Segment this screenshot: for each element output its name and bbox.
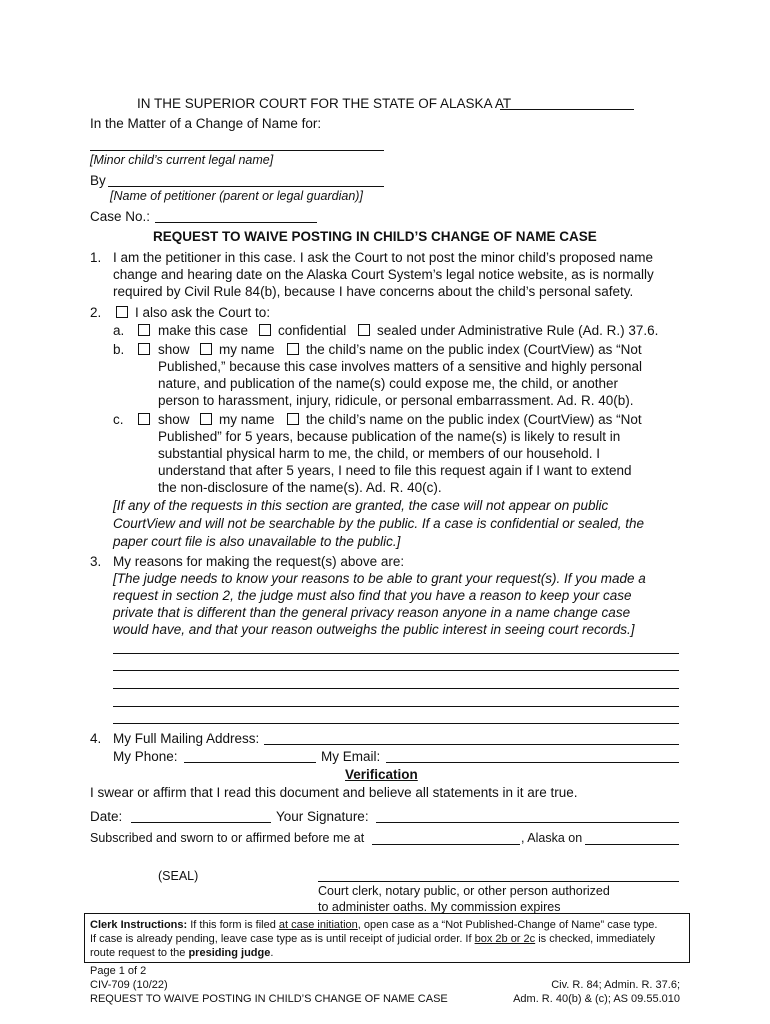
option-c-checkbox[interactable] [138, 413, 150, 425]
option-c-child-name-label: the child’s name on the public index (CourtView) as “Not [306, 412, 642, 427]
sealed-checkbox[interactable] [358, 324, 370, 336]
address-field[interactable] [264, 744, 679, 745]
clerk-text: route request to the [90, 947, 189, 959]
option-b-my-name-label: my name [219, 342, 275, 357]
court-heading: IN THE SUPERIOR COURT FOR THE STATE OF ALASKA AT [137, 96, 512, 111]
option-b-text: nature, and publication of the name(s) could expose me, the child, or another [158, 376, 619, 391]
court-location-field[interactable] [500, 109, 634, 110]
section-1-line: I am the petitioner in this case. I ask the Court to not post the minor child’s proposed name [113, 250, 654, 265]
option-b-letter: b. [113, 342, 125, 357]
clerk-text-underlined: at case initiation [278, 919, 358, 931]
section-3-label: My reasons for making the request(s) above are: [113, 554, 405, 569]
clerk-text: , open case as a “Not Published-Change of Name” case type. [357, 919, 658, 931]
section-2-number: 2. [90, 305, 102, 320]
clerk-instructions-line-3 [90, 947, 273, 959]
section-2-intro: I also ask the Court to: [135, 305, 271, 320]
phone-field[interactable] [184, 762, 316, 763]
section-1-line: required by Civil Rule 84(b), because I have concerns about the child’s personal safety. [113, 284, 634, 299]
date-label: Date: [90, 809, 123, 824]
option-c-show-label: show [158, 412, 190, 427]
matter-label: In the Matter of a Change of Name for: [90, 116, 322, 131]
minor-name-hint: [Minor child’s current legal name] [90, 153, 274, 167]
petitioner-name-field[interactable] [108, 186, 384, 187]
verification-statement: I swear or affirm that I read this document and believe all statements in it are true. [90, 785, 578, 800]
official-signature-field[interactable] [318, 881, 679, 882]
petitioner-hint: [Name of petitioner (parent or legal guardian)] [110, 189, 363, 203]
section-3-number: 3. [90, 554, 102, 569]
reasons-line-1[interactable] [113, 653, 679, 654]
option-a-label: make this case [158, 323, 249, 338]
option-b-child-name-checkbox[interactable] [287, 343, 299, 355]
clerk-instructions-line-1 [90, 919, 657, 931]
option-b-checkbox[interactable] [138, 343, 150, 355]
clerk-text: . [270, 947, 274, 959]
section-1-line: change and hearing date on the Alaska Court System’s legal notice website, as is normally [113, 267, 654, 282]
alaska-on-label: , Alaska on [521, 831, 583, 845]
confidential-checkbox[interactable] [259, 324, 271, 336]
official-title-line-1: Court clerk, notary public, or other person authorized [318, 884, 610, 898]
email-label: My Email: [321, 749, 381, 764]
form-number: CIV-709 (10/22) [90, 979, 168, 991]
footer-title: REQUEST TO WAIVE POSTING IN CHILD’S CHANGE OF NAME CASE [90, 993, 448, 1005]
email-field[interactable] [386, 762, 679, 763]
reasons-line-2[interactable] [113, 670, 679, 671]
official-title-line-2: to administer oaths. My commission expires [318, 900, 561, 914]
verification-heading: Verification [345, 767, 418, 782]
clerk-text-bold: presiding judge [188, 947, 271, 959]
page-number: Page 1 of 2 [90, 965, 147, 977]
phone-label: My Phone: [113, 749, 178, 764]
reasons-line-4[interactable] [113, 706, 679, 707]
section-3-note: [The judge needs to know your reasons to be able to grant your request(s). If you made a [113, 571, 646, 586]
clerk-instructions-label: Clerk Instructions: [90, 919, 188, 931]
option-a-checkbox[interactable] [138, 324, 150, 336]
section-2-note: CourtView and will not be searchable by the public. If a case is confidential or sealed, the [113, 516, 645, 531]
section-4-number: 4. [90, 731, 102, 746]
case-no-label: Case No.: [90, 209, 151, 224]
option-b-text: Published,” because this case involves matters of a sensitive and highly personal [158, 359, 643, 374]
reasons-line-3[interactable] [113, 688, 679, 689]
seal-label: (SEAL) [158, 869, 199, 883]
option-c-text: understand that after 5 years, I need to file this request again if I want to extend [158, 463, 632, 478]
section-3-note: request in section 2, the judge must also find that you have a reason to keep your case [113, 588, 632, 603]
section-2-note: paper court file is also unavailable to the public.] [113, 534, 401, 549]
clerk-text: If case is already pending, leave case type as is until receipt of judicial order. If [90, 933, 475, 945]
address-label: My Full Mailing Address: [113, 731, 260, 746]
signature-field[interactable] [376, 822, 679, 823]
option-a-letter: a. [113, 323, 125, 338]
sworn-date-field[interactable] [585, 844, 679, 845]
case-no-field[interactable] [155, 222, 317, 223]
by-label: By [90, 173, 106, 188]
option-c-my-name-checkbox[interactable] [200, 413, 212, 425]
reasons-line-5[interactable] [113, 723, 679, 724]
option-c-my-name-label: my name [219, 412, 275, 427]
option-c-letter: c. [113, 412, 124, 427]
option-b-text: person to harassment, injury, ridicule, or personal embarrassment. Ad. R. 40(b). [158, 393, 634, 408]
section-3-note: would have, and that your reason outweighs the public interest in seeing court records.] [113, 622, 635, 637]
footer-rules-1: Civ. R. 84; Admin. R. 37.6; [551, 979, 680, 991]
date-field[interactable] [131, 822, 271, 823]
minor-name-field[interactable] [90, 150, 384, 151]
section-2-note: [If any of the requests in this section are granted, the case will not appear on public [113, 498, 609, 513]
signature-label: Your Signature: [276, 809, 369, 824]
section-3-note: private that is different than the general privacy reason anyone in a name change case [113, 605, 631, 620]
sealed-label: sealed under Administrative Rule (Ad. R.) 37.6. [377, 323, 659, 338]
option-b-child-name-label: the child’s name on the public index (CourtView) as “Not [306, 342, 642, 357]
form-title: REQUEST TO WAIVE POSTING IN CHILD’S CHANGE OF NAME CASE [153, 229, 597, 244]
clerk-instructions-line-2 [90, 933, 655, 945]
option-c-text: the non-disclosure of the name(s). Ad. R. 40(c). [158, 480, 442, 495]
clerk-text: is checked, immediately [535, 933, 655, 945]
option-b-show-label: show [158, 342, 190, 357]
option-c-text: Published” for 5 years, because publication of the name(s) is likely to result in [158, 429, 621, 444]
section-1-number: 1. [90, 250, 102, 265]
footer-rules-2: Adm. R. 40(b) & (c); AS 09.55.010 [513, 993, 680, 1005]
option-c-text: substantial physical harm to me, the child, or members of our household. I [158, 446, 600, 461]
sworn-location-field[interactable] [372, 844, 520, 845]
clerk-text-underlined: box 2b or 2c [474, 933, 536, 945]
subscribed-label: Subscribed and sworn to or affirmed before me at [90, 831, 365, 845]
option-c-child-name-checkbox[interactable] [287, 413, 299, 425]
confidential-label: confidential [278, 323, 347, 338]
section-2-checkbox[interactable] [116, 306, 128, 318]
clerk-text: If this form is filed [190, 919, 279, 931]
option-b-my-name-checkbox[interactable] [200, 343, 212, 355]
